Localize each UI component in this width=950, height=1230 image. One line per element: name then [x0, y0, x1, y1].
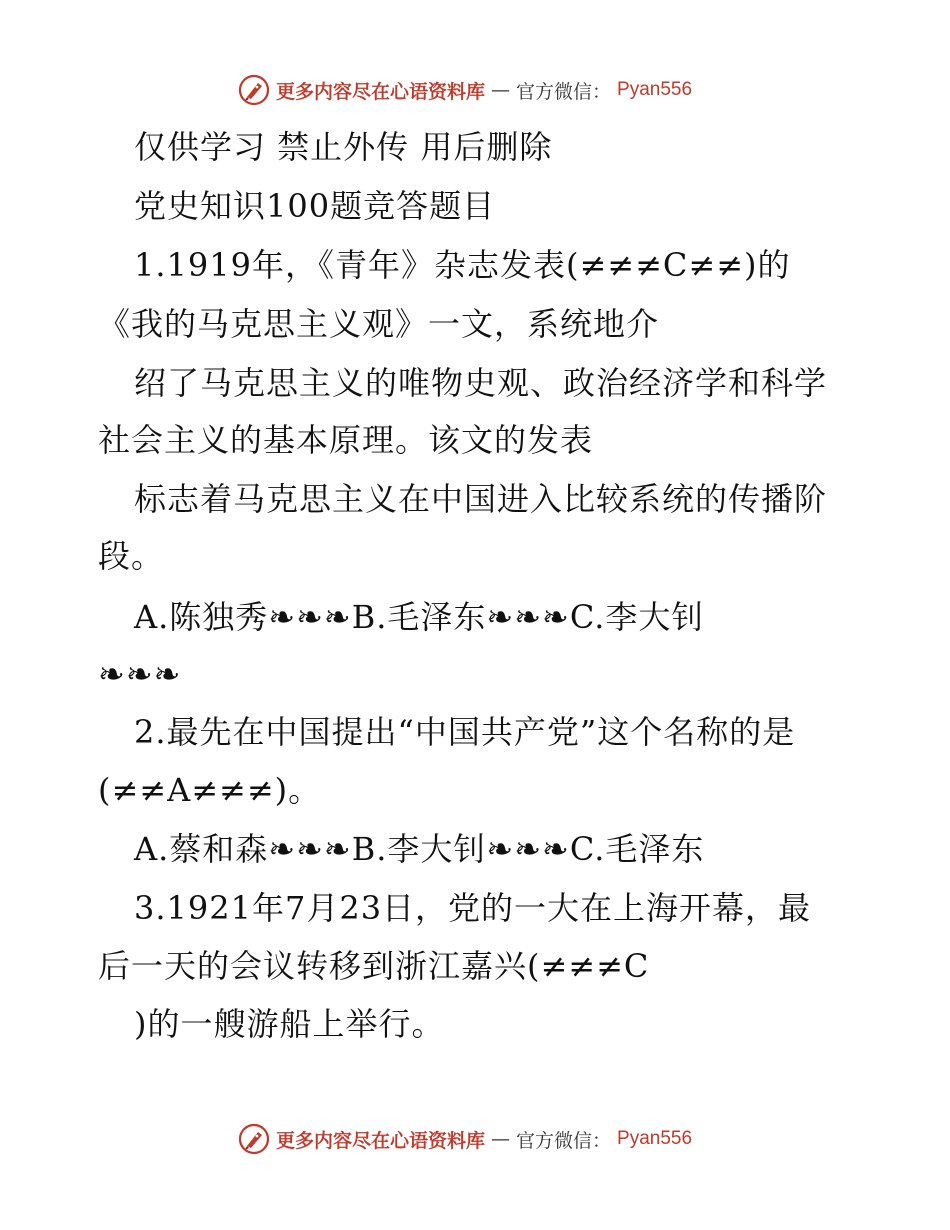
question-1-options-tail: ❧❧❧ — [98, 655, 182, 693]
footer-watermark — [238, 1122, 692, 1156]
question-3-line-2: 后一天的会议转移到浙江嘉兴(≠≠≠C — [98, 947, 650, 985]
watermark-separator: — — [491, 79, 511, 101]
document-title: 党史知识100题竞答题目 — [134, 187, 496, 225]
watermark-brand: 更多内容尽在心语资料库 — [276, 80, 486, 103]
watermark-official-label: 官方微信： — [516, 80, 612, 103]
question-3-line-3: )的一艘游船上举行。 — [134, 1005, 445, 1043]
question-1-line-6: 段。 — [98, 537, 165, 575]
notice-line: 仅供学习 禁止外传 用后删除 — [134, 128, 553, 166]
question-1-line-4: 社会主义的基本原理。该文的发表 — [98, 421, 594, 459]
header-watermark — [238, 73, 692, 107]
question-1-line-1: 1.1919年，《青年》杂志发表(≠≠≠C≠≠)的 — [134, 246, 791, 284]
watermark-wechat-id: Pyan556 — [617, 1128, 693, 1149]
pen-nib-logo-icon — [238, 74, 270, 106]
question-1-line-2: 《我的马克思主义观》一文，系统地介 — [98, 305, 660, 343]
question-1-line-5: 标志着马克思主义在中国进入比较系统的传播阶 — [134, 480, 828, 518]
question-2-line-1: 2.最先在中国提出“中国共产党”这个名称的是 — [134, 713, 796, 751]
watermark-separator: — — [491, 1128, 511, 1150]
pen-nib-logo-icon — [238, 1123, 270, 1155]
question-3-line-1: 3.1921年7月23日，党的一大在上海开幕，最 — [134, 889, 812, 927]
question-1-line-3: 绍了马克思主义的唯物史观、政治经济学和科学 — [134, 364, 828, 402]
watermark-wechat-id: Pyan556 — [617, 79, 693, 100]
watermark-official-label: 官方微信： — [516, 1129, 612, 1152]
watermark-brand: 更多内容尽在心语资料库 — [276, 1129, 486, 1152]
question-1-options: A.陈独秀❧❧❧B.毛泽东❧❧❧C.李大钊 — [134, 598, 705, 636]
question-2-options: A.蔡和森❧❧❧B.李大钊❧❧❧C.毛泽东 — [134, 830, 705, 868]
question-2-line-2: (≠≠A≠≠≠)。 — [98, 771, 322, 809]
